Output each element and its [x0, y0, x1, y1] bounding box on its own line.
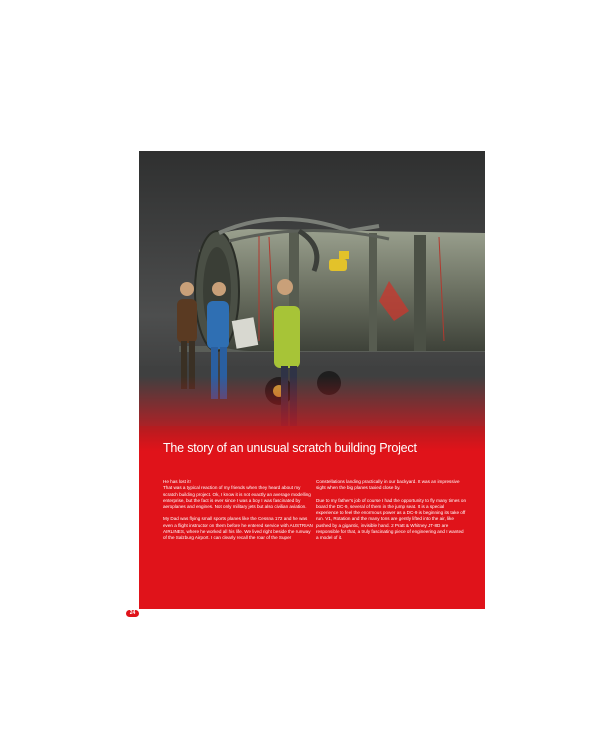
text-column-right: [316, 479, 466, 548]
paragraph: Constellations landing practically in our backyard. It was an impressive sight when the big planes taxied close by.: [316, 479, 460, 491]
paragraph: Due to my father's job of course I had the opportunity to fly many times on board the DC-9, several of them in the jump seat. It is a special experience to feel the enormous power as a DC-9 is beginning its take off run. V1, Rotation and the many tons are gently lifted into the air, like pushed by a gigantic, invisible hand. 2 Pratt & Whitney JT-8D are responsible for that, a truly fascinating piece of engineering and I wanted a model of it.: [316, 497, 466, 541]
paragraph: My Dad was flying small sports planes like the Cessna 172 and he was even a flight instructor on them before he entered service with AUSTRIAN AIRLINES, where he worked all his life. We lived right beside the runway of the Salzburg Airport. I can clearly recall the roar of the Super: [163, 516, 313, 541]
magazine-page: [139, 151, 485, 609]
page-number: 24: [126, 610, 139, 617]
engine-model-photo: [139, 151, 485, 451]
article-headline: The story of an unusual scratch building Project: [163, 441, 417, 455]
paragraph: He has lost it! That was a typical reaction of my friends when they heard about my scratch building project. Ok, I know it is not exactly an average modelling enterprise, but the fact is ever since I was a boy I was fascinated by aeroplanes and engines. Not only military jets but also civilian aviation.: [163, 479, 311, 510]
text-column-left: [163, 479, 313, 548]
